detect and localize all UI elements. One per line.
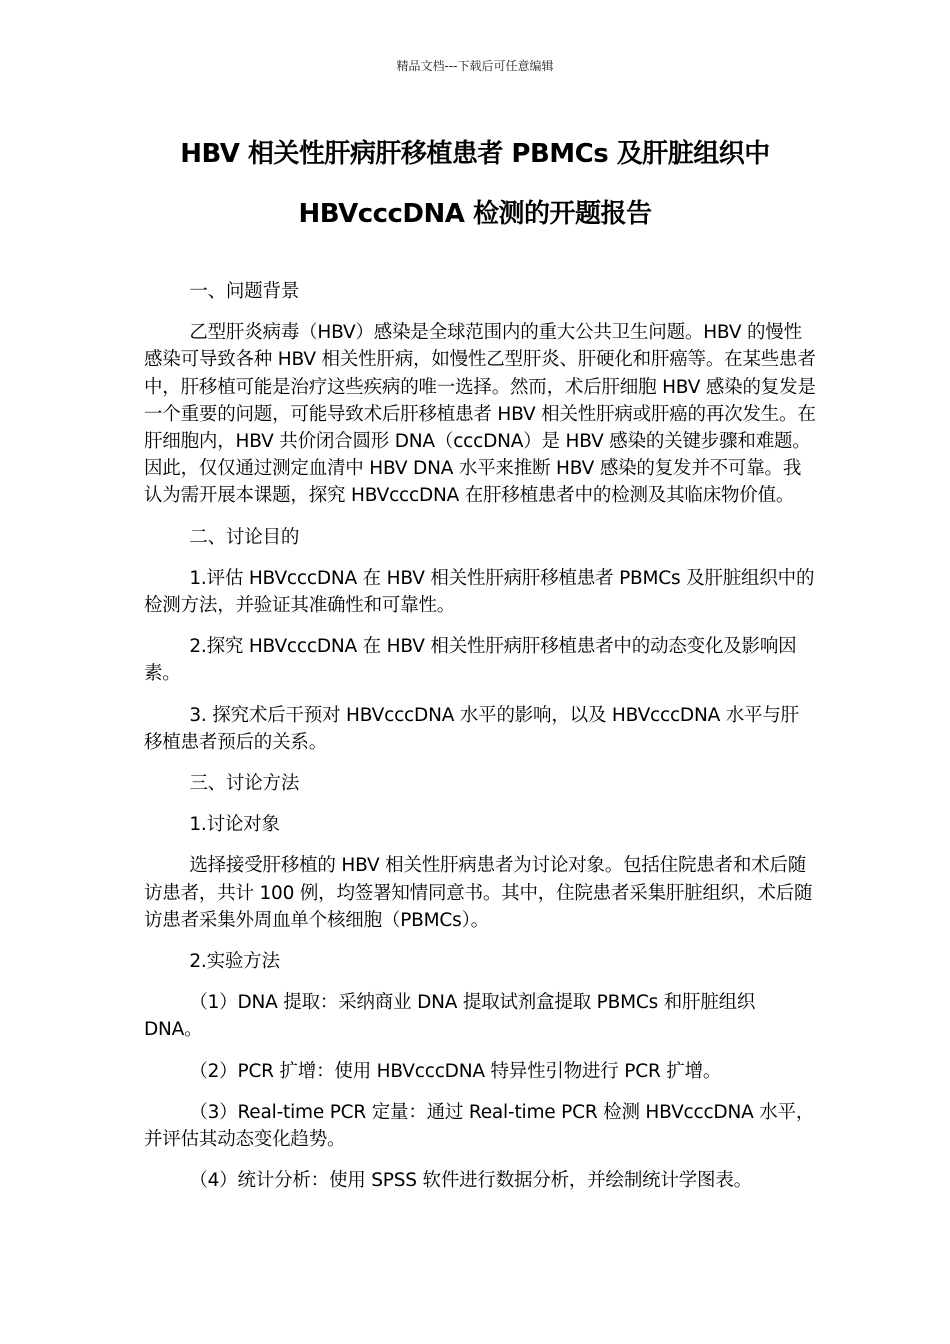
section-heading-background: 一、问题背景 <box>189 281 300 302</box>
objective-item-3: 3. 探究术后干预对 HBVcccDNA 水平的影响，以及 HBVcccDNA 水平与肝移植患者预后的关系。 <box>144 704 799 753</box>
section-heading-methods: 三、讨论方法 <box>189 773 300 795</box>
method-step-pcr: （2）PCR 扩增：使用 HBVcccDNA 特异性引物进行 PCR 扩增。 <box>189 1060 722 1082</box>
section-heading-objectives: 二、讨论目的 <box>189 526 300 548</box>
document-body <box>144 278 816 1206</box>
paragraph-subjects: 选择接受肝移植的 HBV 相关性肝病患者为讨论对象。包括住院患者和术后随访患者，共计 100 例，均签署知情同意书。其中，住院患者采集肝脏组织，术后随访患者采集外周血单个核细胞（PBMCs）。 <box>144 855 813 931</box>
paragraph-background: 乙型肝炎病毒（HBV）感染是全球范围内的重大公共卫生问题。HBV 的慢性感染可导致各种 HBV 相关性肝病，如慢性乙型肝炎、肝硬化和肝癌等。在某些患者中，肝移植可能是治疗这些疾病的唯一选择。然而，术后肝细胞 HBV 感染的复发是一个重要的问题，可能导致术后肝移植患者 HBV 相关性肝病或肝癌的再次发生。在肝细胞内，HBV 共价闭合圆形 DNA（cccDNA）是 HBV 感染的关键步骤和难题。因此，仅仅通过测定血清中 HBV DNA 水平来推断 HBV 感染的复发并不可靠。我认为需开展本课题，探究 HBVcccDNA 在肝移植患者中的检测及其临床物价值。 <box>144 322 816 507</box>
subheading-experimental-methods: 2.实验方法 <box>189 951 280 973</box>
method-step-dna-extraction: （1）DNA 提取：采纳商业 DNA 提取试剂盒提取 PBMCs 和肝脏组织 DNA。 <box>144 992 756 1041</box>
header-note: 精品文档---下载后可任意编辑 <box>396 59 554 73</box>
document-title-line-2: HBVcccDNA 检测的开题报告 <box>298 199 652 229</box>
document-title-line-1: HBV 相关性肝病肝移植患者 PBMCs 及肝脏组织中 <box>180 139 770 169</box>
subheading-subjects: 1.讨论对象 <box>189 814 280 836</box>
method-step-realtime-pcr: （3）Real-time PCR 定量：通过 Real-time PCR 检测 HBVcccDNA 水平，并评估其动态变化趋势。 <box>144 1101 815 1151</box>
objective-item-1: 1.评估 HBVcccDNA 在 HBV 相关性肝病肝移植患者 PBMCs 及肝脏组织中的检测方法，并验证其准确性和可靠性。 <box>144 567 815 617</box>
objective-item-2: 2.探究 HBVcccDNA 在 HBV 相关性肝病肝移植患者中的动态变化及影响因素。 <box>144 636 797 685</box>
method-step-statistics: （4）统计分析：使用 SPSS 软件进行数据分析，并绘制统计学图表。 <box>189 1170 752 1192</box>
